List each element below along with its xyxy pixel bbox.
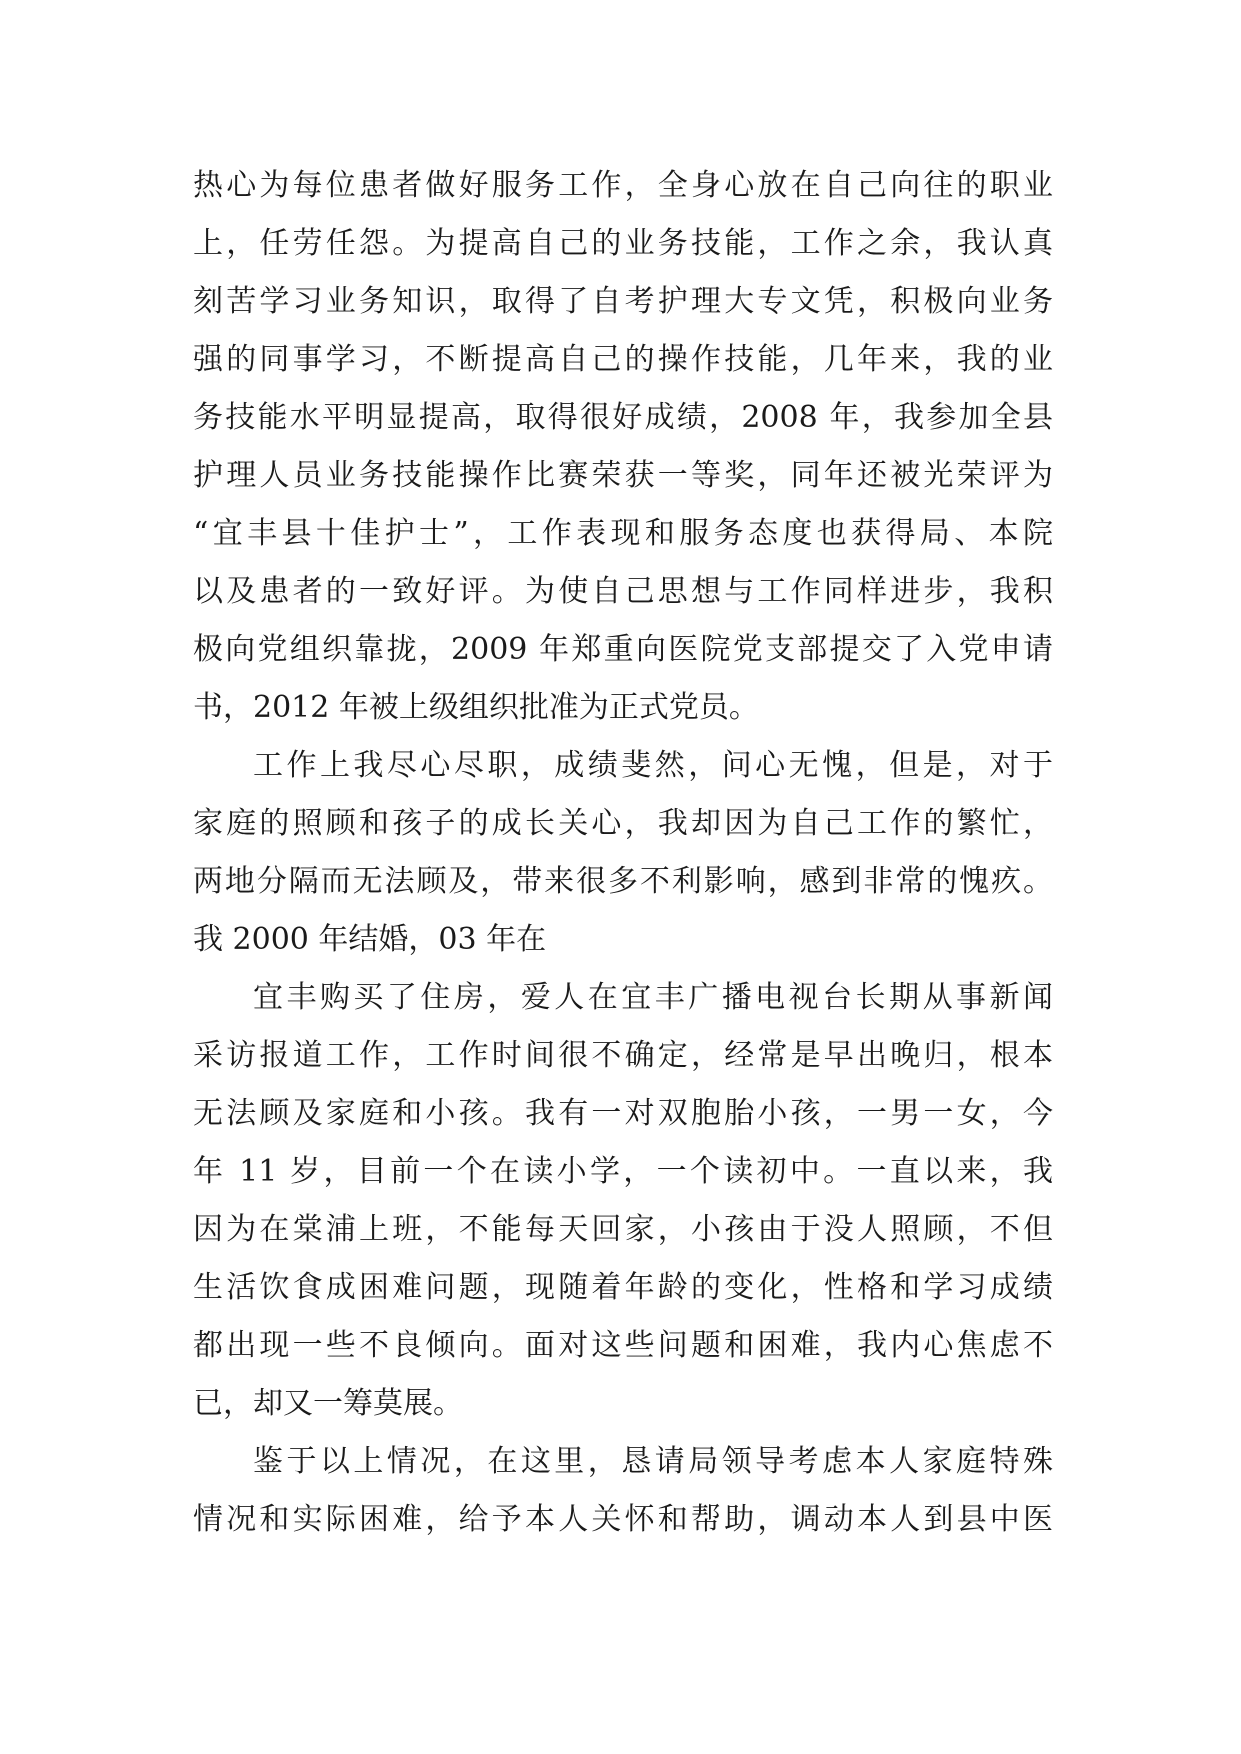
text-line: 刻苦学习业务知识，取得了自考护理大专文凭，积极向业务 xyxy=(193,284,1053,319)
text-line: 因为在棠浦上班，不能每天回家，小孩由于没人照顾，不但 xyxy=(193,1212,1053,1247)
text-line: 务技能水平明显提高，取得很好成绩，2008 年，我参加全县 xyxy=(193,400,1053,435)
text-line: 无法顾及家庭和小孩。我有一对双胞胎小孩，一男一女，今 xyxy=(193,1096,1053,1131)
paragraph xyxy=(193,969,1053,1433)
paragraph xyxy=(193,157,1053,737)
text-line: 护理人员业务技能操作比赛荣获一等奖，同年还被光荣评为 xyxy=(193,458,1053,493)
text-line: 采访报道工作，工作时间很不确定，经常是早出晚归，根本 xyxy=(193,1038,1053,1073)
paragraph xyxy=(193,1433,1053,1549)
text-line: 热心为每位患者做好服务工作，全身心放在自己向往的职业 xyxy=(193,168,1053,203)
paragraph xyxy=(193,737,1053,969)
text-line: 宜丰购买了住房，爱人在宜丰广播电视台长期从事新闻 xyxy=(253,980,1053,1015)
text-line: 以及患者的一致好评。为使自己思想与工作同样进步，我积 xyxy=(193,574,1053,609)
text-line: 我 2000 年结婚，03 年在 xyxy=(193,922,547,957)
text-line: 书，2012 年被上级组织批准为正式党员。 xyxy=(193,690,759,725)
text-line: 都出现一些不良倾向。面对这些问题和困难，我内心焦虑不 xyxy=(193,1328,1053,1363)
text-line: 生活饮食成困难问题，现随着年龄的变化，性格和学习成绩 xyxy=(193,1270,1053,1305)
text-line: 家庭的照顾和孩子的成长关心，我却因为自己工作的繁忙， xyxy=(193,806,1053,841)
document-body xyxy=(193,157,1053,1549)
text-line: 上，任劳任怨。为提高自己的业务技能，工作之余，我认真 xyxy=(193,226,1053,261)
text-line: 工作上我尽心尽职，成绩斐然，问心无愧，但是，对于 xyxy=(253,748,1053,783)
text-line: 鉴于以上情况，在这里，恳请局领导考虑本人家庭特殊 xyxy=(253,1444,1053,1479)
text-line: 极向党组织靠拢，2009 年郑重向医院党支部提交了入党申请 xyxy=(193,632,1053,667)
text-line: 已，却又一筹莫展。 xyxy=(193,1386,463,1421)
text-line: 情况和实际困难，给予本人关怀和帮助，调动本人到县中医 xyxy=(193,1502,1053,1537)
text-line: 强的同事学习，不断提高自己的操作技能，几年来，我的业 xyxy=(193,342,1053,377)
text-line: 两地分隔而无法顾及，带来很多不利影响，感到非常的愧疚。 xyxy=(193,864,1053,899)
text-line: “宜丰县十佳护士”，工作表现和服务态度也获得局、本院 xyxy=(193,516,1053,551)
text-line: 年 11 岁，目前一个在读小学，一个读初中。一直以来，我 xyxy=(193,1154,1053,1189)
